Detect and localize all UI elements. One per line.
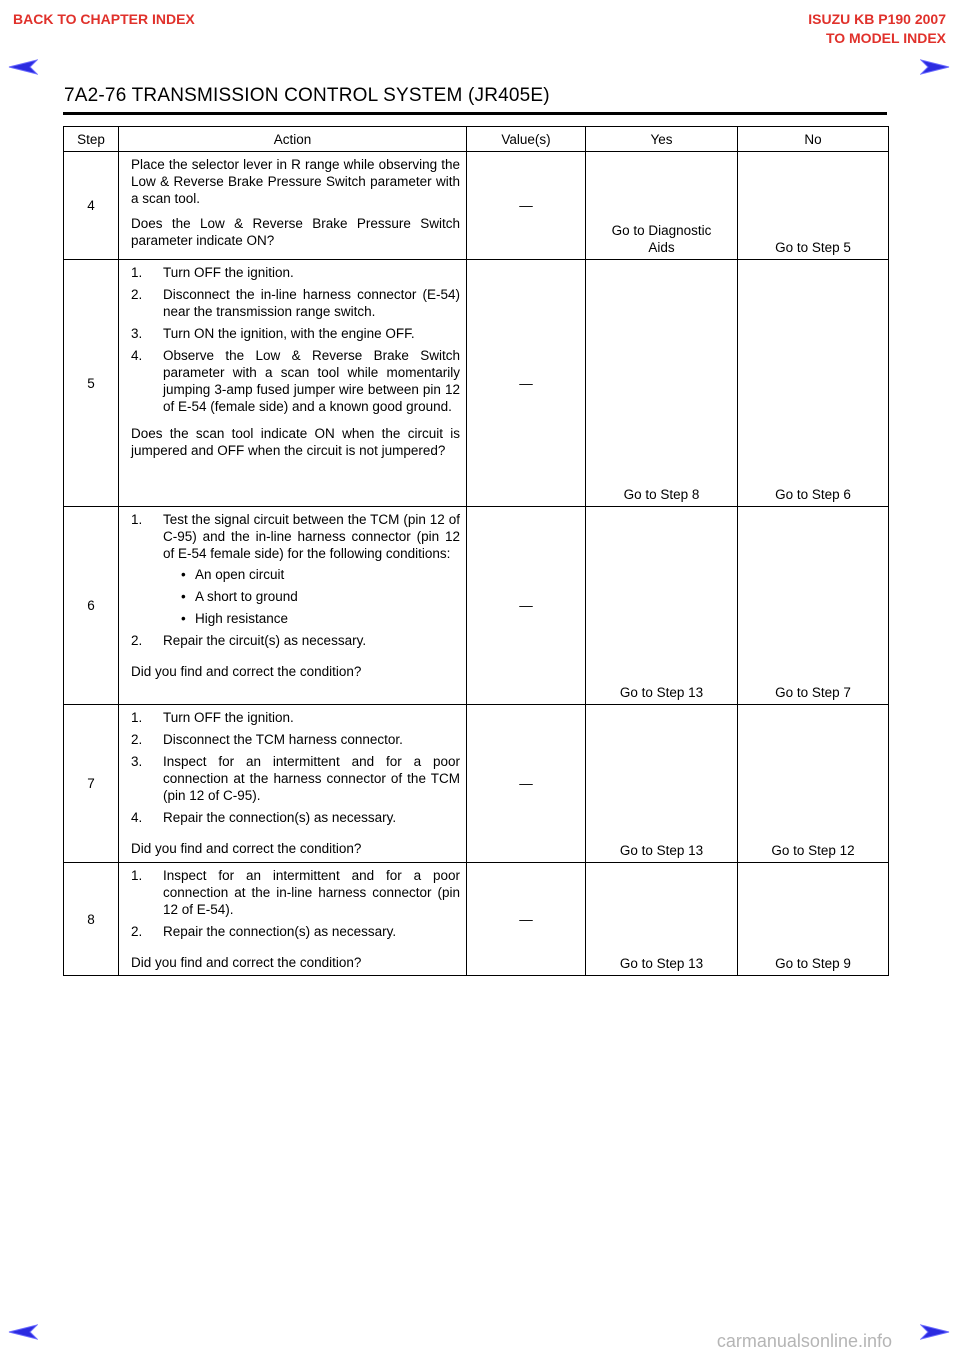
header-action: Action (119, 127, 467, 152)
page-title: 7A2-76 TRANSMISSION CONTROL SYSTEM (JR405E) (64, 85, 550, 106)
back-to-chapter-index-link[interactable]: BACK TO CHAPTER INDEX (13, 11, 195, 27)
header-step: Step (64, 127, 119, 152)
item-number: 3. (131, 754, 143, 769)
item-text: Disconnect the in-line harness connector (E-54) near the transmission range switch. (163, 287, 460, 319)
item-text: Repair the circuit(s) as necessary. (163, 633, 367, 648)
instruction-list (131, 264, 460, 415)
instruction-list (131, 867, 460, 940)
item-text: Turn ON the ignition, with the engine OFF. (163, 326, 415, 341)
prev-arrow-icon[interactable] (8, 59, 38, 75)
item-number: 2. (131, 633, 143, 648)
next-arrow-icon[interactable] (920, 59, 950, 75)
action-cell (119, 705, 467, 863)
question-text: Does the scan tool indicate ON when the circuit is jumpered and OFF when the circuit is not jumpered? (131, 426, 460, 458)
item-text: Turn OFF the ignition. (163, 710, 294, 725)
bullet-item: • A short to ground (181, 588, 460, 605)
no-cell: Go to Step 12 (738, 705, 889, 863)
question-text: Did you find and correct the condition? (131, 664, 362, 679)
header-no: No (738, 127, 889, 152)
item-number: 1. (131, 868, 143, 883)
item-number: 3. (131, 326, 143, 341)
item-text: Turn OFF the ignition. (163, 265, 294, 280)
instruction-text: Place the selector lever in R range while observing the Low & Reverse Brake Pressure Switch parameter with a scan tool. (131, 157, 460, 206)
action-cell (119, 152, 467, 260)
diagnostic-procedure-table (63, 126, 889, 976)
list-item (131, 632, 460, 649)
question-text: Does the Low & Reverse Brake Pressure Switch parameter indicate ON? (131, 216, 460, 248)
list-item (131, 325, 460, 342)
value-cell: — (467, 507, 586, 705)
yes-cell (586, 152, 738, 260)
instruction-list (131, 709, 460, 826)
action-cell (119, 260, 467, 507)
value-cell: — (467, 260, 586, 507)
step-number: 4 (64, 152, 119, 260)
no-cell: Go to Step 5 (738, 152, 889, 260)
prev-arrow-icon[interactable] (8, 1324, 38, 1340)
table-header-row (64, 127, 889, 152)
step-number: 5 (64, 260, 119, 507)
list-item (131, 867, 460, 918)
table-row (64, 863, 889, 976)
item-text: Observe the Low & Reverse Brake Switch parameter with a scan tool while momentarily jumping 3-amp fused jumper wire between pin 12 of E-54 (female side) and a known good ground. (163, 348, 460, 414)
list-item (131, 264, 460, 281)
item-number: 1. (131, 512, 143, 527)
list-item (131, 731, 460, 748)
item-number: 4. (131, 810, 143, 825)
item-number: 2. (131, 924, 143, 939)
header-yes: Yes (586, 127, 738, 152)
step-number: 7 (64, 705, 119, 863)
item-text: Disconnect the TCM harness connector. (163, 732, 403, 747)
header-values: Value(s) (467, 127, 586, 152)
value-cell: — (467, 705, 586, 863)
list-item (131, 347, 460, 415)
step-number: 6 (64, 507, 119, 705)
item-text: Inspect for an intermittent and for a poor connection at the harness connector of the TCM (pin 12 of C-95). (163, 754, 460, 803)
list-item (131, 923, 460, 940)
item-number: 1. (131, 710, 143, 725)
yes-cell: Go to Step 13 (586, 863, 738, 976)
list-item (131, 286, 460, 320)
condition-list (163, 566, 460, 627)
question-text: Did you find and correct the condition? (131, 841, 362, 856)
instruction-list (131, 511, 460, 649)
value-cell: — (467, 152, 586, 260)
value-cell: — (467, 863, 586, 976)
item-text: Repair the connection(s) as necessary. (163, 924, 397, 939)
list-item (131, 511, 460, 627)
title-rule (63, 112, 887, 115)
list-item (131, 709, 460, 726)
next-arrow-icon[interactable] (920, 1324, 950, 1340)
watermark: carmanualsonline.info (716, 1331, 892, 1351)
item-number: 2. (131, 732, 143, 747)
item-number: 1. (131, 265, 143, 280)
bullet-item: • An open circuit (181, 566, 460, 583)
yes-cell: Go to Step 13 (586, 705, 738, 863)
yes-text: Go to Diagnostic Aids (611, 223, 712, 255)
list-item (131, 753, 460, 804)
model-name: ISUZU KB P190 2007 (808, 11, 946, 27)
table-row (64, 152, 889, 260)
item-text: Repair the connection(s) as necessary. (163, 810, 397, 825)
step-number: 8 (64, 863, 119, 976)
item-number: 2. (131, 287, 143, 302)
question-text: Did you find and correct the condition? (131, 955, 362, 970)
item-number: 4. (131, 348, 143, 363)
action-cell (119, 507, 467, 705)
to-model-index-link[interactable]: TO MODEL INDEX (825, 30, 946, 46)
item-text: Inspect for an intermittent and for a poor connection at the in-line harness connector (pin 12 of E-54). (163, 868, 460, 917)
table-row (64, 260, 889, 507)
table-row (64, 705, 889, 863)
bullet-item: • High resistance (181, 610, 460, 627)
list-item (131, 809, 460, 826)
no-cell: Go to Step 9 (738, 863, 889, 976)
no-cell: Go to Step 7 (738, 507, 889, 705)
item-text: Test the signal circuit between the TCM (pin 12 of C-95) and the in-line harness connector (pin 12 of E-54 female side) for the following conditions: (163, 512, 460, 561)
action-cell (119, 863, 467, 976)
yes-cell: Go to Step 13 (586, 507, 738, 705)
table-row (64, 507, 889, 705)
yes-cell: Go to Step 8 (586, 260, 738, 507)
no-cell: Go to Step 6 (738, 260, 889, 507)
